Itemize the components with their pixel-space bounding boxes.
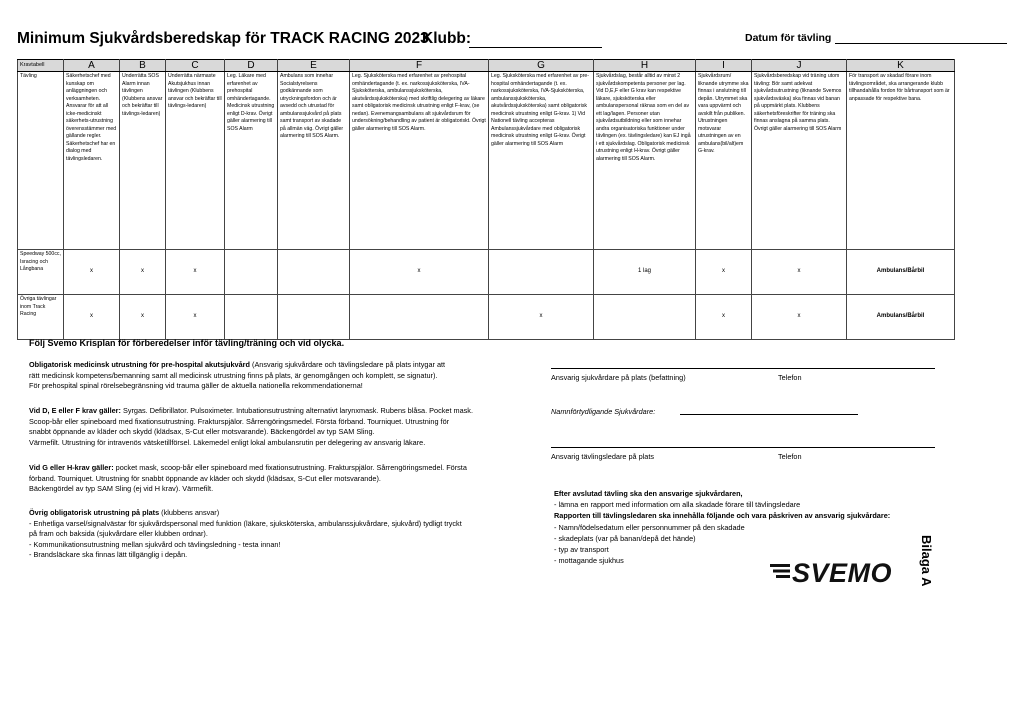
- table-cell: x: [752, 250, 847, 295]
- list-item: - Namn/födelsedatum eller personnummer på den skadade: [554, 522, 745, 532]
- rapport-text: - lämna en rapport med information om alla skadade förare till tävlingsledare: [554, 500, 801, 510]
- list-item: på fram och baksida (sjukvårdare eller klubben ordnar).: [29, 529, 208, 539]
- table-header-row: [18, 60, 955, 72]
- list-item: - Brandsläckare ska finnas lätt tillgänglig i depån.: [29, 550, 188, 560]
- sjukvardare-signature-line[interactable]: [551, 368, 935, 369]
- table-cell: [594, 295, 696, 340]
- page-title: Minimum Sjukvårdsberedskap för TRACK RACING 2023: [17, 30, 429, 47]
- table-cell: x: [350, 250, 489, 295]
- tavlingsledare-signature-line[interactable]: [551, 447, 935, 448]
- row-label: Tävling: [18, 72, 64, 250]
- table-cell: x: [120, 250, 166, 295]
- col-header: J: [752, 60, 847, 72]
- col-header: H: [594, 60, 696, 72]
- table-cell: [225, 250, 278, 295]
- col-header: A: [64, 60, 120, 72]
- table-cell: Underrätta SOS Alarm innan tävlingen (Klubbens ansvar och bekräftar till tävlings-ledaren): [120, 72, 166, 250]
- table-cell: Sjukvårdsrum/ liknande utrymme ska finnas i anslutning till depån. Utrymmet ska vara uppvärmt och avskilt från publiken. Utrustningen motsvarar utrustningen av en ambulans(bil/alt)em G-krav.: [696, 72, 752, 250]
- table-cell: [350, 295, 489, 340]
- table-cell: [225, 295, 278, 340]
- ovrig-utrustning-paragraph: [29, 508, 462, 561]
- klubb-field[interactable]: [469, 47, 602, 48]
- table-cell: Sjukvårdslag, består alltid av minst 2 sjukvårdskompetenta personer per lag. Vid D,E,F eller G krav kan respektive läkare, sjuksköterska eller ambulanspersonal räknas som en del av ett lag/lagen. Personer utan sjukvårdsutbildning eller som innehar andra organisatoriska funktioner under tävlingen (ex. tävlingsledare) kan EJ ingå i ett sjukvårdslag. Obligatorisk medicinsk utrustning enligt H-krav. Övrigt gäller alarmering till SOS Alarm.: [594, 72, 696, 250]
- col-header: E: [278, 60, 350, 72]
- table-cell: Leg. Sjuksköterska med erfarenhet av pre-hospital omhändertagande (t. ex. narkossjuksköterska, IVA-Sjuksköterska, ambulanssjuksköterska, akutvårdssjuksköterska) samt obligatorisk medicinsk utrustning enligt G-krav. 1) Vid Nationell tävling accepteras Ambulanssjukvårdare med obligatorisk medicinsk utrustning enligt G-krav. Övrigt gäller alarmering till SOS Alarm: [489, 72, 594, 250]
- para-heading: Obligatorisk medicinsk utrustning för pre-hospital akutsjukvård: [29, 360, 250, 369]
- gh-krav-paragraph: [29, 463, 467, 495]
- table-row: [18, 295, 955, 340]
- table-cell: Säkerhetschef med kunskap om anläggningen och verksamheten. Ansvarar för att all icke-medicinskt säkerhets-utrustning överensstämmer med gällande regler. Säkerhetschef har en dialog med tävlingsledaren.: [64, 72, 120, 250]
- table-corner: Kravtabell: [18, 60, 64, 72]
- table-cell: [278, 250, 350, 295]
- datum-label: Datum för tävling: [745, 32, 832, 44]
- table-cell: Ambulans som innehar Socialstyrelsens godkännande som utryckningsfordon och är avsedd och utrustad för ambulanssjukvård på plats samt transport av skadade på allmän väg. Övrigt gäller alarmering till SOS Alarm.: [278, 72, 350, 250]
- table-cell: Sjukvårdsberedskap vid träning utom tävling: Bör samt adekvat sjukvårdsutrustning (liknande Svemos sjukvårdsväska) ska finnas vid banan på uppmärkt plats. Klubbens säkerhetsföreskrifter för träning ska finnas anslagna på samma plats. Övrigt gäller alarmering till SOS Alarm: [752, 72, 847, 250]
- para-text: (Ansvarig sjukvårdare och tävlingsledare på plats intygar att: [249, 360, 446, 369]
- table-cell: [489, 250, 594, 295]
- def-krav-paragraph: [29, 406, 473, 448]
- para-heading: Vid G eller H-krav gäller:: [29, 463, 114, 472]
- para-text: Syrgas. Defibrillator. Pulsoximeter. Intubationsutrustning alternativt larynxmask. Rubens blåsa. Pocket mask.: [120, 406, 473, 415]
- list-item: - skadeplats (var på banan/depå det hände): [554, 533, 696, 543]
- rapport-heading: Rapporten till tävlingsledaren ska innehålla följande och vara påskriven av ansvarig sjukvårdare:: [554, 511, 891, 521]
- krisplan-heading: Följ Svemo Krisplan för förberedelser inför tävling/träning och vid olycka.: [29, 338, 345, 348]
- list-item: - typ av transport: [554, 545, 609, 555]
- krav-table: [17, 59, 955, 340]
- telefon-label: Telefon: [778, 452, 802, 461]
- para-text: För prehospital spinal rörelsebegränsning vid trauma gäller de aktuella nationella rekommendationerna!: [29, 381, 363, 391]
- datum-field[interactable]: [835, 43, 1007, 44]
- para-text: Scoop-bår eller spineboard med fixationsutrustning. Frakturspjälor. Sårrengöringsmedel. Första förband. Tourniquet. Utrustning för: [29, 416, 450, 426]
- para-heading: Övrig obligatorisk utrustning på plats: [29, 508, 160, 517]
- table-row: [18, 72, 955, 250]
- table-cell: För transport av skadad förare inom tävlingsområdet, ska arrangerande klubb tillhandahålla fordon för bårtransport som är anpassade för respektive bana.: [847, 72, 955, 250]
- table-cell: [278, 295, 350, 340]
- para-text: pocket mask, scoop-bår eller spineboard med fixationsutrustning. Frakturspjälor. Sårrengöringsmedel. Första: [113, 463, 467, 472]
- list-item: - mottagande sjukhus: [554, 556, 624, 566]
- para-text: förband. Tourniquet. Utrustning för snabbt öppnande av kläder och skydd (klädsax, S-Cut eller motsvarande).: [29, 473, 381, 483]
- rapport-heading: Efter avslutad tävling ska den ansvarige sjukvårdaren,: [554, 489, 743, 498]
- table-cell: x: [696, 295, 752, 340]
- table-cell: Ambulans/Bårbil: [847, 250, 955, 295]
- table-cell: x: [166, 295, 225, 340]
- para-heading: Vid D, E eller F krav gäller:: [29, 406, 121, 415]
- row-label: Speedway 500cc, Isracing och Långbana: [18, 250, 64, 295]
- table-cell: x: [489, 295, 594, 340]
- table-cell: x: [696, 250, 752, 295]
- table-cell: 1 lag: [594, 250, 696, 295]
- svemo-logo: [768, 554, 908, 588]
- para-text: rätt medicinsk kompetens/bemanning samt all medicinsk utrustning finns på plats, är genomgången och komplett, se signatur).: [29, 370, 438, 380]
- bilaga-label: [915, 533, 939, 599]
- para-text: (klubbens ansvar): [159, 508, 220, 517]
- telefon-label: Telefon: [778, 373, 802, 382]
- table-cell: x: [64, 250, 120, 295]
- para-text: Värmefilt. Utrustning för intravenös vätsketillförsel. Läkemedel enligt lokal ambulansrutin per delegering av ansvarig läkare.: [29, 437, 426, 447]
- table-cell: Ambulans/Bårbil: [847, 295, 955, 340]
- table-cell: x: [752, 295, 847, 340]
- logo-text: SVEMO: [792, 558, 893, 588]
- klubb-label: Klubb:: [422, 30, 472, 47]
- col-header: G: [489, 60, 594, 72]
- list-item: - Enhetliga varsel/signalvästar för sjukvårdspersonal med funktion (läkare, sjuksköterska, ambulanssjukvårdare, sjukvård) tydligt tryckt: [29, 518, 462, 528]
- namnfortydligande-label: Namnförtydligande Sjukvårdare:: [551, 407, 656, 416]
- row-label: Övriga tävlingar inom Track Racing: [18, 295, 64, 340]
- para-text: Bäckengördel av typ SAM Sling (ej vid H krav). Värmefilt.: [29, 484, 214, 494]
- table-row: [18, 250, 955, 295]
- list-item: - Kommunikationsutrustning mellan sjukvård och tävlingsledning - testa innan!: [29, 539, 281, 549]
- bilaga-text: Bilaga A: [919, 535, 934, 587]
- table-cell: Underrätta närmaste Akutsjukhus innan tävlingen (Klubbens ansvar och bekräftar till tävlings-ledaren): [166, 72, 225, 250]
- table-cell: Leg. Sjuksköterska med erfarenhet av prehospital omhändertagande (t. ex. narkossjuksköterska, IVA-Sjuksköterska, ambulanssjuksköterska, akutvårdssjuksköterska) med skriftlig delegering av läkare samt obligatorisk medicinsk utrustning enligt F-krav, (se nedan). Evenemangsambulans alt sjukvårdsrum för undersökning/behandling av patient är obligatoriskt. Övrigt gäller alarmering till SOS Alarm.: [350, 72, 489, 250]
- sjukvardare-label: Ansvarig sjukvårdare på plats (befattning): [551, 373, 686, 382]
- col-header: K: [847, 60, 955, 72]
- col-header: I: [696, 60, 752, 72]
- col-header: B: [120, 60, 166, 72]
- namnfortydligande-field[interactable]: [680, 414, 858, 415]
- table-cell: x: [166, 250, 225, 295]
- col-header: D: [225, 60, 278, 72]
- table-cell: Leg. Läkare med erfarenhet av prehospital omhändertagande. Medicinsk utrustning enligt D-krav. Övrigt gäller alarmering till SOS Alarm: [225, 72, 278, 250]
- table-cell: x: [120, 295, 166, 340]
- table-cell: x: [64, 295, 120, 340]
- tavlingsledare-label: Ansvarig tävlingsledare på plats: [551, 452, 655, 461]
- col-header: F: [350, 60, 489, 72]
- col-header: C: [166, 60, 225, 72]
- para-text: snabbt öppnande av kläder och skydd (klädsax, S-Cut eller motsvarande). Bäckengördel av typ SAM Sling.: [29, 427, 375, 437]
- utrustning-paragraph: [29, 360, 445, 392]
